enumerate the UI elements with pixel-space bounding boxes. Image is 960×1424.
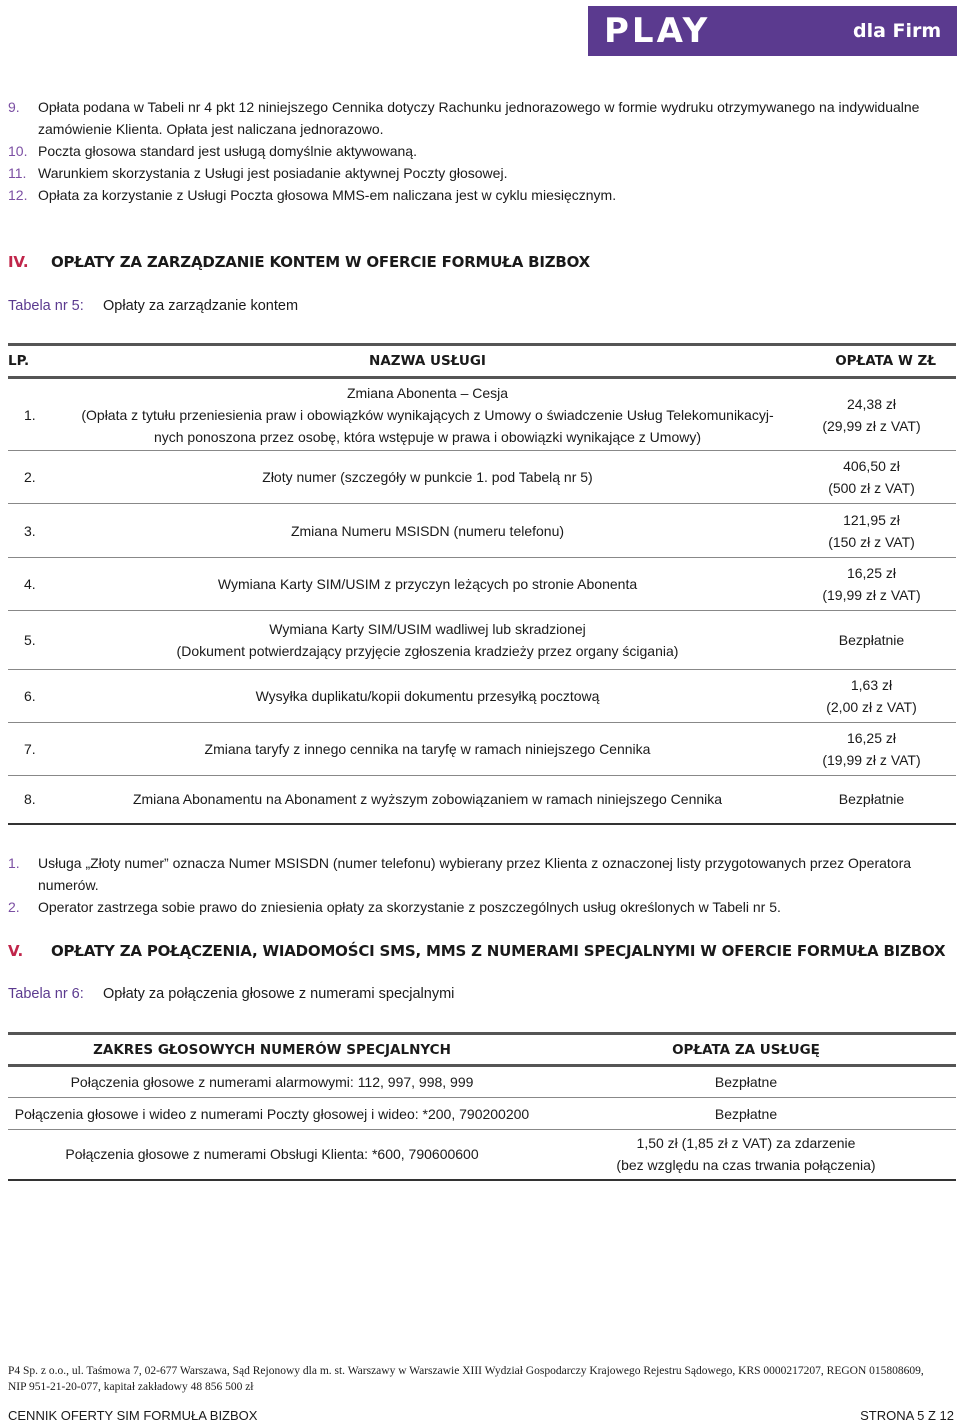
row-lp: 2. (8, 451, 68, 504)
row-name: Wysyłka duplikatu/kopii dokumentu przesyłką pocztową (68, 670, 787, 723)
section-number: IV. (8, 253, 29, 271)
row-lp: 6. (8, 670, 68, 723)
table-6 (8, 1032, 956, 1181)
note-number: 11. (8, 165, 27, 181)
row-fee: Bezpłatne (536, 1098, 956, 1130)
company-footnote-line: NIP 951-21-20-077, kapitał zakładowy 48 856 500 zł (8, 1381, 254, 1393)
row-fee: 1,50 zł (1,85 zł z VAT) za zdarzenie (bez względu na czas trwania połączenia) (536, 1130, 956, 1180)
row-lp: 7. (8, 723, 68, 776)
row-fee: 121,95 zł (150 zł z VAT) (787, 504, 956, 558)
table-5 (8, 343, 956, 825)
row-lp: 4. (8, 558, 68, 611)
table-header-row (8, 345, 956, 378)
row-fee: 16,25 zł (19,99 zł z VAT) (787, 558, 956, 611)
footer-page-number: STRONA 5 Z 12 (860, 1408, 954, 1423)
logo-firm-text: dla Firm (853, 20, 942, 42)
note-text: Poczta głosowa standard jest usługą domyślnie aktywowaną. (38, 143, 417, 159)
play-logo (588, 6, 957, 56)
table-5-caption (8, 298, 298, 314)
note-number: 2. (8, 899, 20, 915)
row-lp: 8. (8, 776, 68, 824)
row-name: Wymiana Karty SIM/USIM z przyczyn leżących po stronie Abonenta (68, 558, 787, 611)
footer-title: CENNIK OFERTY SIM FORMUŁA BIZBOX (8, 1408, 258, 1423)
row-lp: 5. (8, 611, 68, 670)
table-label: Tabela nr 6: (8, 986, 84, 1002)
table-row (8, 723, 956, 776)
section-number: V. (8, 942, 23, 960)
note-item (8, 162, 953, 184)
row-lp: 3. (8, 504, 68, 558)
table-6-caption (8, 986, 454, 1002)
row-fee: 406,50 zł (500 zł z VAT) (787, 451, 956, 504)
row-fee: 24,38 zł (29,99 zł z VAT) (787, 378, 956, 451)
logo-play-text: PLAY (604, 11, 711, 51)
note-text: Opłata za korzystanie z Usługi Poczta głosowa MMS-em naliczana jest w cyklu miesięcznym. (38, 187, 617, 203)
note-number: 9. (8, 99, 20, 115)
header-fee: OPŁATA W ZŁ (787, 345, 956, 378)
company-footnote (8, 1363, 958, 1395)
table-row (8, 451, 956, 504)
top-notes (8, 96, 953, 206)
note-item (8, 852, 953, 896)
table-row (8, 670, 956, 723)
section-title: OPŁATY ZA ZARZĄDZANIE KONTEM W OFERCIE FORMUŁA BIZBOX (51, 253, 591, 271)
table-row (8, 1066, 956, 1098)
section-heading-v (8, 942, 945, 960)
note-number: 1. (8, 855, 20, 871)
table-row (8, 558, 956, 611)
note-text: Usługa „Złoty numer” oznacza Numer MSISDN (numer telefonu) wybierany przez Klienta z oznaczonej listy przygotowanych przez Operatora numerów. (38, 855, 912, 893)
header-name: NAZWA USŁUGI (68, 345, 787, 378)
row-range: Połączenia głosowe z numerami alarmowymi: 112, 997, 998, 999 (8, 1066, 536, 1098)
table-row (8, 611, 956, 670)
row-name: Zmiana taryfy z innego cennika na taryfę w ramach niniejszego Cennika (68, 723, 787, 776)
note-item (8, 184, 953, 206)
row-range: Połączenia głosowe i wideo z numerami Poczty głosowej i wideo: *200, 790200200 (8, 1098, 536, 1130)
row-fee: 1,63 zł (2,00 zł z VAT) (787, 670, 956, 723)
note-item (8, 140, 953, 162)
table-row (8, 776, 956, 824)
table-row (8, 504, 956, 558)
table-label: Tabela nr 5: (8, 298, 84, 314)
row-name: Zmiana Abonenta – Cesja (Opłata z tytułu przeniesienia praw i obowiązków wynikających z Umowy o świadczenie Usług Telekomunikacyj- nych ponoszona przez osobę, która wstępuje w prawa i obowiązki wynikające z Umowy) (68, 378, 787, 451)
row-name: Złoty numer (szczegóły w punkcie 1. pod Tabelą nr 5) (68, 451, 787, 504)
note-item (8, 896, 953, 918)
table-row (8, 378, 956, 451)
table-row (8, 1130, 956, 1180)
table-header-row (8, 1034, 956, 1066)
row-name: Wymiana Karty SIM/USIM wadliwej lub skradzionej (Dokument potwierdzający przyjęcie zgłoszenia kradzieży przez organy ścigania) (68, 611, 787, 670)
row-fee: Bezpłatne (536, 1066, 956, 1098)
section-title: OPŁATY ZA POŁĄCZENIA, WIADOMOŚCI SMS, MMS Z NUMERAMI SPECJALNYMI W OFERCIE FORMUŁA BIZBOX (51, 942, 946, 960)
table-row (8, 1098, 956, 1130)
note-item (8, 96, 953, 140)
header-range: ZAKRES GŁOSOWYCH NUMERÓW SPECJALNYCH (8, 1034, 536, 1066)
row-fee: Bezpłatnie (787, 776, 956, 824)
table-caption: Opłaty za połączenia głosowe z numerami specjalnymi (103, 986, 455, 1002)
note-number: 10. (8, 143, 28, 159)
section-heading-iv (8, 253, 590, 271)
note-text: Operator zastrzega sobie prawo do zniesienia opłaty za skorzystanie z poszczególnych usług określonych w Tabeli nr 5. (38, 899, 781, 915)
table-caption: Opłaty za zarządzanie kontem (103, 298, 299, 314)
header-fee: OPŁATA ZA USŁUGĘ (536, 1034, 956, 1066)
company-footnote-line: P4 Sp. z o.o., ul. Taśmowa 7, 02-677 Warszawa, Sąd Rejonowy dla m. st. Warszawy w Warszawie XIII Wydział Gospodarczy Krajowego Rejestru Sądowego, KRS 0000217207, REGON 015808609, (8, 1365, 924, 1377)
page-footer (8, 1408, 954, 1423)
table-5-notes (8, 852, 953, 918)
row-range: Połączenia głosowe z numerami Obsługi Klienta: *600, 790600600 (8, 1130, 536, 1180)
row-fee: 16,25 zł (19,99 zł z VAT) (787, 723, 956, 776)
row-name: Zmiana Numeru MSISDN (numeru telefonu) (68, 504, 787, 558)
note-text: Warunkiem skorzystania z Usługi jest posiadanie aktywnej Poczty głosowej. (38, 165, 508, 181)
row-fee: Bezpłatnie (787, 611, 956, 670)
row-lp: 1. (8, 378, 68, 451)
note-text: Opłata podana w Tabeli nr 4 pkt 12 niniejszego Cennika dotyczy Rachunku jednorazowego w formie wydruku otrzymywanego na indywidualne zamówienie Klienta. Opłata jest naliczana jednorazowo. (38, 99, 920, 137)
note-number: 12. (8, 187, 28, 203)
row-name: Zmiana Abonamentu na Abonament z wyższym zobowiązaniem w ramach niniejszego Cennika (68, 776, 787, 824)
header-lp: LP. (8, 345, 68, 378)
